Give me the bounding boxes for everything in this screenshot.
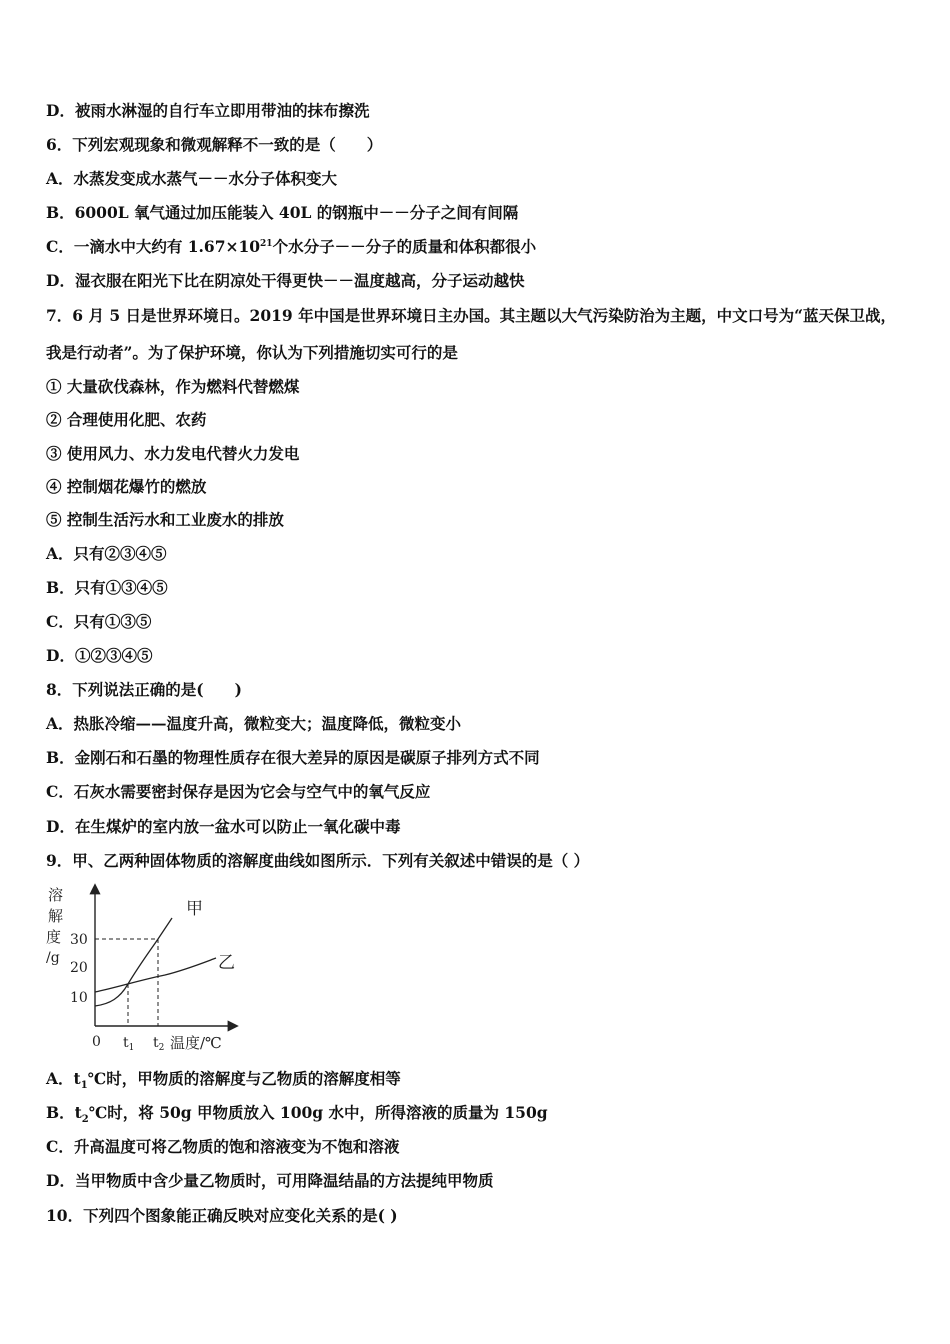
ytick-20: 20 — [70, 960, 88, 976]
line-q7: 7．6 月 5 日是世界环境日。2019 年中国是世界环境日主办国。其主题以大气污染防治为主题，中文口号为“蓝天保卫战， — [46, 306, 896, 325]
line-q7c: C．只有①③⑤ — [46, 612, 152, 631]
line-q7-item4: ④ 控制烟花爆竹的燃放 — [46, 477, 207, 496]
q9a-sub: 1 — [80, 1080, 88, 1092]
ylabel-char-2: 解 — [48, 907, 64, 925]
origin-label: 0 — [92, 1034, 101, 1050]
ylabel-char-1: 溶 — [48, 886, 64, 904]
line-q9: 9．甲、乙两种固体物质的溶解度曲线如图所示．下列有关叙述中错误的是（ ） — [46, 851, 590, 870]
q6c-post: 个水分子－－分子的质量和体积都很小 — [272, 237, 537, 256]
ylabel-char-4: /g — [46, 950, 60, 966]
line-q10: 10．下列四个图象能正确反映对应变化关系的是( ) — [46, 1206, 398, 1225]
solubility-chart — [40, 880, 250, 1060]
line-q6c — [46, 237, 536, 257]
line-q7a: A．只有②③④⑤ — [46, 544, 167, 563]
line-q8c: C．石灰水需要密封保存是因为它会与空气中的氧气反应 — [46, 782, 431, 801]
line-q6b: B．6000L 氧气通过加压能装入 40L 的钢瓶中－－分子之间有间隔 — [46, 203, 519, 222]
line-q8a: A．热胀冷缩——温度升高，微粒变大；温度降低，微粒变小 — [46, 714, 462, 733]
line-q7d: D．①②③④⑤ — [46, 646, 153, 665]
q9b-sub: 2 — [81, 1114, 89, 1126]
line-q8b: B．金刚石和石墨的物理性质存在很大差异的原因是碳原子排列方式不同 — [46, 748, 540, 767]
xtick-t2: $t_2$ — [153, 1035, 165, 1053]
q9a-pre: A．t — [46, 1069, 81, 1088]
q9a-post: ℃时，甲物质的溶解度与乙物质的溶解度相等 — [87, 1069, 401, 1088]
line-q6: 6．下列宏观现象和微观解释不一致的是（ ） — [46, 135, 383, 154]
xlabel: 温度/℃ — [170, 1034, 222, 1052]
q6c-pre: C．一滴水中大约有 1.67×10 — [46, 237, 261, 256]
line-q6a: A．水蒸发变成水蒸气－－水分子体积变大 — [46, 169, 338, 188]
curve-yi — [95, 958, 216, 992]
line-q7b: B．只有①③④⑤ — [46, 578, 168, 597]
xtick-t1: $t_1$ — [123, 1035, 135, 1053]
line-q9c: C．升高温度可将乙物质的饱和溶液变为不饱和溶液 — [46, 1137, 400, 1156]
q9b-pre: B．t — [46, 1103, 82, 1122]
line-q7-item5: ⑤ 控制生活污水和工业废水的排放 — [46, 510, 284, 529]
q9b-post: ℃时，将 50g 甲物质放入 100g 水中，所得溶液的质量为 150g — [88, 1103, 548, 1122]
line-q6d: D．湿衣服在阳光下比在阴凉处干得更快－－温度越高，分子运动越快 — [46, 271, 525, 290]
label-jia: 甲 — [186, 899, 203, 919]
line-q9a — [46, 1069, 401, 1092]
line-q7-cont: 我是行动者”。为了保护环境，你认为下列措施切实可行的是 — [46, 343, 458, 362]
ytick-30: 30 — [70, 932, 88, 948]
line-q8: 8．下列说法正确的是( ) — [46, 680, 242, 699]
q6c-exponent: 21 — [260, 238, 273, 249]
line-q7-item1: ① 大量砍伐森林，作为燃料代替燃煤 — [46, 377, 300, 396]
ylabel-char-3: 度 — [46, 928, 62, 946]
line-q5d: D．被雨水淋湿的自行车立即用带油的抹布擦洗 — [46, 101, 370, 120]
line-q7-item2: ② 合理使用化肥、农药 — [46, 410, 207, 429]
ytick-10: 10 — [70, 990, 88, 1006]
line-q8d: D．在生煤炉的室内放一盆水可以防止一氧化碳中毒 — [46, 817, 401, 836]
curve-jia — [95, 918, 172, 1006]
line-q7-item3: ③ 使用风力、水力发电代替火力发电 — [46, 444, 300, 463]
line-q9d: D．当甲物质中含少量乙物质时，可用降温结晶的方法提纯甲物质 — [46, 1171, 494, 1190]
line-q9b — [46, 1103, 548, 1126]
label-yi: 乙 — [218, 953, 235, 973]
